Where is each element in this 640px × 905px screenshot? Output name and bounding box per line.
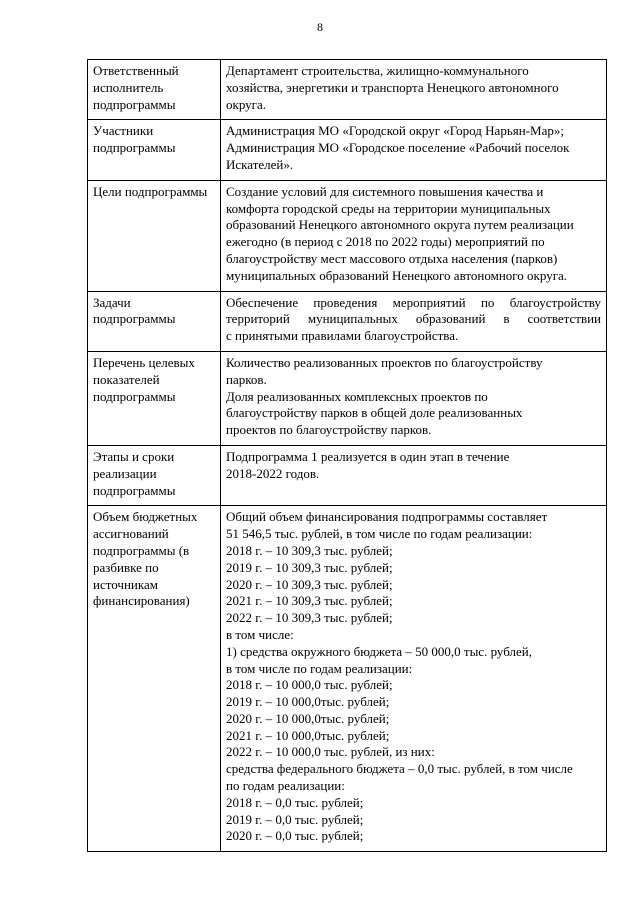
row-value-line: 2021 г. – 10 000,0тыс. рублей;: [226, 727, 390, 743]
row-value-line: 2020 г. – 0,0 тыс. рублей;: [226, 828, 364, 844]
row-label-line: Этапы и сроки: [93, 448, 175, 464]
row-label-cell: [88, 351, 221, 445]
row-value-cell: [221, 291, 607, 351]
row-label-line: Объем бюджетных: [93, 509, 198, 525]
row-value-line: муниципальных образований Ненецкого автономного округа.: [226, 267, 568, 283]
row-value-cell: [221, 351, 607, 445]
row-value-line: в том числе:: [226, 626, 294, 642]
row-value-line: 2022 г. – 10 000,0 тыс. рублей, из них:: [226, 744, 435, 760]
row-value-line: 2021 г. – 10 309,3 тыс. рублей;: [226, 593, 393, 609]
row-label-line: Цели подпрограммы: [93, 183, 208, 199]
row-value-line: средства федерального бюджета – 0,0 тыс. рублей, в том числе: [226, 761, 573, 777]
row-label-cell: [88, 120, 221, 180]
row-label-cell: [88, 60, 221, 120]
row-value-line: 2018-2022 годов.: [226, 465, 320, 481]
row-value-line: Администрация МО «Городское поселение «Рабочий поселок: [226, 140, 570, 156]
row-label-line: Ответственный: [93, 63, 179, 78]
row-value-line: 2020 г. – 10 309,3 тыс. рублей;: [226, 576, 393, 592]
row-label-line: подпрограммы (в: [93, 542, 190, 558]
row-value-line: Искателей».: [226, 156, 294, 172]
table-row: [88, 291, 607, 351]
table-row: [88, 351, 607, 445]
row-label-cell: [88, 291, 221, 351]
row-value-line: по годам реализации:: [226, 778, 345, 794]
row-label-line: подпрограммы: [93, 482, 176, 498]
row-label-cell: [88, 445, 221, 505]
table-row: [88, 445, 607, 505]
subprogram-passport-table: [87, 59, 607, 852]
row-value-line: Общий объем финансирования подпрограммы составляет: [226, 509, 548, 525]
row-value-line: хозяйства, энергетики и транспорта Ненецкого автономного: [226, 79, 559, 95]
row-value-cell: [221, 506, 607, 852]
row-value-line: территорий муниципальных образований в соответствии: [226, 311, 601, 327]
row-value-line: Департамент строительства, жилищно-коммунального: [226, 63, 529, 78]
row-value-line: благоустройству парков в общей доле реализованных: [226, 405, 523, 421]
row-value-line: Подпрограмма 1 реализуется в один этап в течение: [226, 448, 510, 464]
row-label-line: подпрограммы: [93, 96, 176, 112]
row-value-line: благоустройству мест массового отдыха населения (парков): [226, 250, 558, 266]
row-label-line: финансирования): [93, 593, 190, 609]
row-value-line: 2018 г. – 10 000,0 тыс. рублей;: [226, 677, 393, 693]
row-value-line: комфорта городской среды на территории муниципальных: [226, 200, 551, 216]
row-value-line: 2019 г. – 10 000,0тыс. рублей;: [226, 694, 390, 710]
row-label-line: Перечень целевых: [93, 354, 195, 370]
row-label-line: подпрограммы: [93, 388, 176, 404]
row-value-line: округа.: [226, 96, 266, 112]
row-label-cell: [88, 180, 221, 291]
page-number: 8: [317, 20, 323, 34]
row-value-line: 2022 г. – 10 309,3 тыс. рублей;: [226, 610, 393, 626]
row-value-line: Доля реализованных комплексных проектов по: [226, 388, 488, 404]
row-label-cell: [88, 506, 221, 852]
row-value-line: ежегодно (в период с 2018 по 2022 годы) мероприятий по: [226, 234, 545, 250]
table-row: [88, 120, 607, 180]
passport-table-body: [88, 60, 607, 852]
row-label-line: подпрограммы: [93, 311, 176, 327]
row-value-line: проектов по благоустройству парков.: [226, 422, 432, 438]
table-row: [88, 506, 607, 852]
row-value-cell: [221, 180, 607, 291]
row-label-line: Участники: [93, 123, 154, 139]
row-value-cell: [221, 445, 607, 505]
row-label-line: реализации: [93, 465, 157, 481]
row-value-line: 51 546,5 тыс. рублей, в том числе по годам реализации:: [226, 526, 533, 542]
row-label-line: подпрограммы: [93, 140, 176, 156]
row-label-line: разбивке по: [93, 559, 159, 575]
row-value-line: 2018 г. – 0,0 тыс. рублей;: [226, 794, 364, 810]
row-label-line: исполнитель: [93, 79, 164, 95]
row-label-line: показателей: [93, 371, 160, 387]
row-value-line: с принятыми правилами благоустройства.: [226, 328, 459, 344]
row-value-line: Обеспечение проведения мероприятий по благоустройству: [226, 294, 601, 310]
table-row: [88, 60, 607, 120]
row-value-line: 2019 г. – 10 309,3 тыс. рублей;: [226, 559, 393, 575]
row-value-line: парков.: [226, 371, 267, 387]
table-row: [88, 180, 607, 291]
row-value-line: 2018 г. – 10 309,3 тыс. рублей;: [226, 542, 393, 558]
row-value-line: 1) средства окружного бюджета – 50 000,0 тыс. рублей,: [226, 643, 532, 659]
row-value-line: 2019 г. – 0,0 тыс. рублей;: [226, 811, 364, 827]
row-label-line: ассигнований: [93, 526, 169, 542]
row-value-line: Создание условий для системного повышения качества и: [226, 183, 544, 199]
row-label-line: источникам: [93, 576, 158, 592]
row-value-line: Количество реализованных проектов по благоустройству: [226, 354, 543, 370]
row-value-cell: [221, 120, 607, 180]
row-label-line: Задачи: [93, 294, 131, 310]
row-value-line: 2020 г. – 10 000,0тыс. рублей;: [226, 710, 390, 726]
row-value-line: в том числе по годам реализации:: [226, 660, 413, 676]
row-value-cell: [221, 60, 607, 120]
row-value-line: Администрация МО «Городской округ «Город Нарьян-Мар»;: [226, 123, 564, 139]
row-value-line: образований Ненецкого автономного округа путем реализации: [226, 217, 574, 233]
